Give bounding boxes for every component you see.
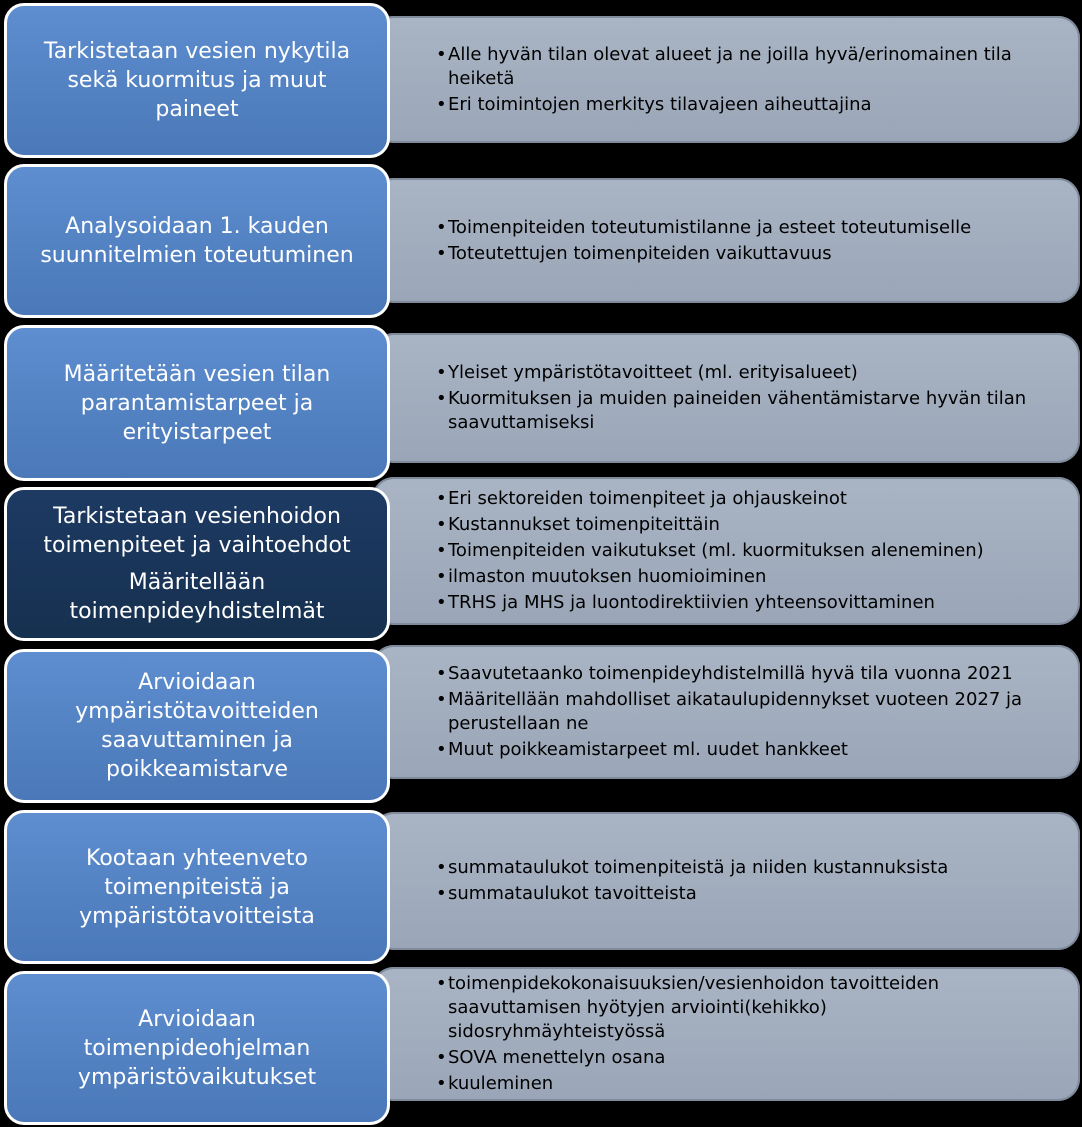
bullet-list bbox=[436, 359, 1040, 437]
step-title: Tarkistetaan vesienhoidon toimenpiteet ja vaihtoehdot bbox=[43, 504, 351, 558]
step-row-1 bbox=[0, 0, 1082, 160]
step-box bbox=[4, 164, 390, 318]
bullet-item: • TRHS ja MHS ja luontodirektiivien yhteensovittaminen bbox=[436, 591, 1040, 615]
bullet-item: • Määritellään mahdolliset aikataulupidennykset vuoteen 2027 ja perustellaan ne bbox=[436, 688, 1040, 736]
step-box bbox=[4, 971, 390, 1125]
step-details-panel bbox=[372, 333, 1080, 463]
bullet-item: • Yleiset ympäristötavoitteet (ml. erityisalueet) bbox=[436, 361, 1040, 385]
step-title: Määritetään vesien tilan parantamistarpeet ja erityistarpeet bbox=[63, 361, 331, 445]
bullet-item: • Toimenpiteiden vaikutukset (ml. kuormituksen aleneminen) bbox=[436, 539, 1040, 563]
step-details-panel bbox=[372, 967, 1080, 1101]
step-row-3 bbox=[0, 323, 1082, 483]
bullet-item: • summataulukot tavoitteista bbox=[436, 882, 1040, 906]
step-row-5 bbox=[0, 647, 1082, 807]
bullet-item: • Saavutetaanko toimenpideyhdistelmillä hyvä tila vuonna 2021 bbox=[436, 662, 1040, 686]
bullet-list bbox=[436, 41, 1040, 119]
step-box bbox=[4, 810, 390, 964]
bullet-item: • Alle hyvän tilan olevat alueet ja ne joilla hyvä/erinomainen tila heiketä bbox=[436, 43, 1040, 91]
step-title: Tarkistetaan vesien nykytila sekä kuormitus ja muut paineet bbox=[43, 39, 351, 122]
bullet-item: • Eri sektoreiden toimenpiteet ja ohjauskeinot bbox=[436, 487, 1040, 511]
step-box bbox=[4, 649, 390, 803]
step-details-panel bbox=[372, 477, 1080, 625]
step-title: Analysoidaan 1. kauden suunnitelmien toteutuminen bbox=[40, 214, 354, 268]
step-box-highlighted bbox=[4, 487, 390, 641]
bullet-item: • kuuleminen bbox=[436, 1072, 1040, 1096]
step-title: Arvioidaan toimenpideohjelman ympäristövaikutukset bbox=[77, 1006, 317, 1090]
step-row-7 bbox=[0, 969, 1082, 1127]
bullet-list bbox=[436, 214, 1040, 268]
bullet-item: • Toimenpiteiden toteutumistilanne ja esteet toteutumiselle bbox=[436, 216, 1040, 240]
bullet-list bbox=[436, 660, 1040, 764]
step-row-2 bbox=[0, 162, 1082, 322]
bullet-item: • SOVA menettelyn osana bbox=[436, 1046, 1040, 1070]
bullet-list bbox=[436, 485, 1040, 617]
bullet-list bbox=[436, 970, 1040, 1098]
bullet-item: • Toteutettujen toimenpiteiden vaikuttavuus bbox=[436, 242, 1040, 266]
step-box bbox=[4, 325, 390, 481]
step-details-panel bbox=[372, 16, 1080, 143]
step-row-4 bbox=[0, 485, 1082, 645]
bullet-item: • Kuormituksen ja muiden paineiden vähentämistarve hyvän tilan saavuttamiseksi bbox=[436, 387, 1040, 435]
bullet-item: • Eri toimintojen merkitys tilavajeen aiheuttajina bbox=[436, 93, 1040, 117]
bullet-list bbox=[436, 854, 1040, 908]
step-title: Arvioidaan ympäristötavoitteiden saavuttaminen ja poikkeamistarve bbox=[75, 670, 319, 782]
step-subtitle: Määritellään toimenpideyhdistelmät bbox=[69, 570, 325, 624]
step-details-panel bbox=[372, 812, 1080, 950]
step-row-6 bbox=[0, 808, 1082, 968]
bullet-item: • summataulukot toimenpiteistä ja niiden kustannuksista bbox=[436, 856, 1040, 880]
bullet-item: • toimenpidekokonaisuuksien/vesienhoidon tavoitteiden saavuttamisen hyötyjen arviointi(kehikko) sidosryhmäyhteistyössä bbox=[436, 972, 1040, 1044]
bullet-item: • Muut poikkeamistarpeet ml. uudet hankkeet bbox=[436, 738, 1040, 762]
bullet-item: • Kustannukset toimenpiteittäin bbox=[436, 513, 1040, 537]
bullet-item: • ilmaston muutoksen huomioiminen bbox=[436, 565, 1040, 589]
step-details-panel bbox=[372, 645, 1080, 779]
step-details-panel bbox=[372, 178, 1080, 303]
step-box bbox=[4, 3, 390, 158]
step-title: Kootaan yhteenveto toimenpiteistä ja ympäristötavoitteista bbox=[79, 845, 315, 929]
